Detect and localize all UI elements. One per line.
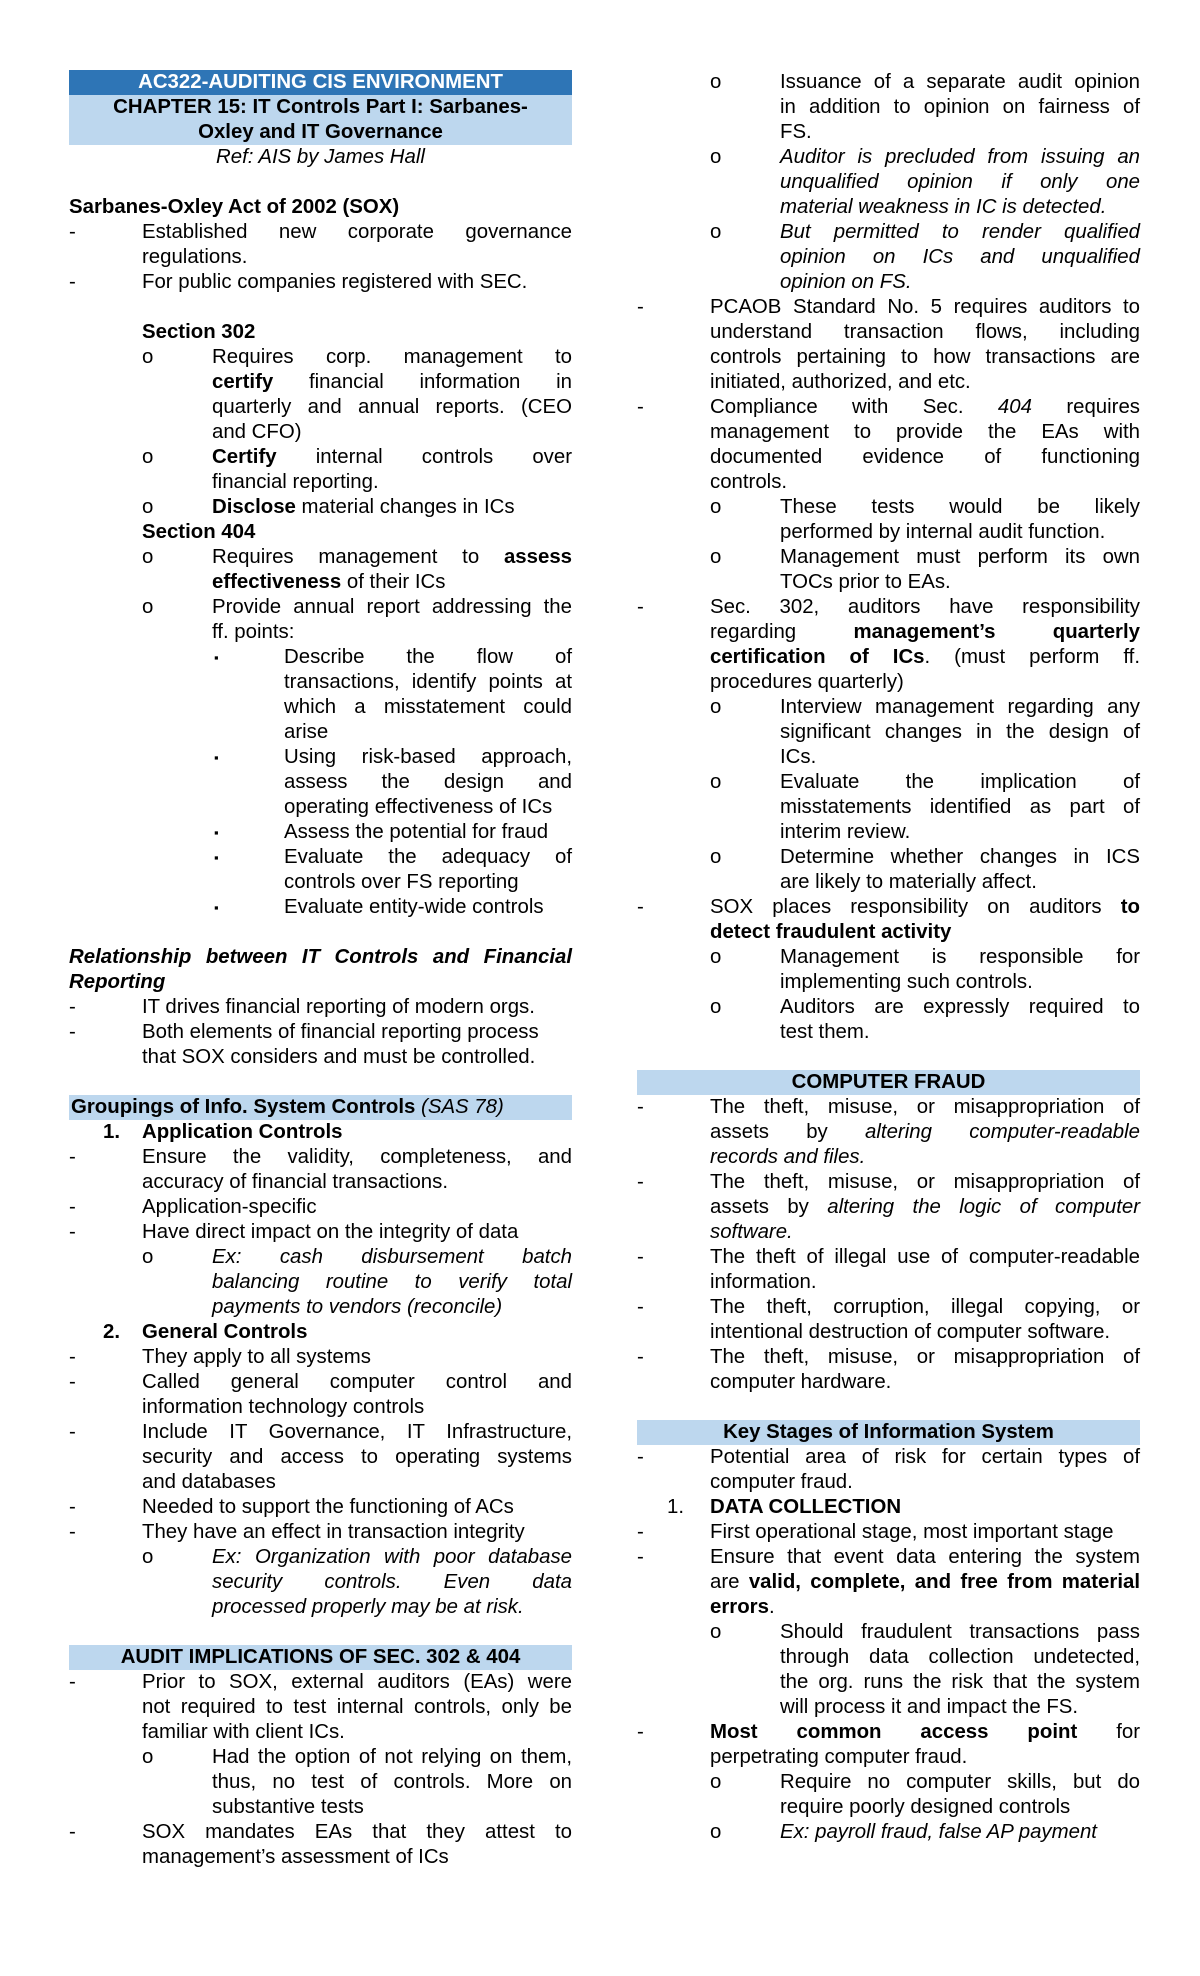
spacer [637, 1045, 1140, 1070]
text-line: payments to vendors (reconcile) [212, 1296, 503, 1318]
course-title-bar: AC322-AUDITING CIS ENVIRONMENT [69, 70, 572, 95]
text-line: Include IT Governance, IT Infrastructure, [142, 1421, 572, 1443]
audit-implications-heading: AUDIT IMPLICATIONS OF SEC. 302 & 404 [69, 1645, 572, 1670]
text-line: Interview management regarding any [780, 696, 1140, 718]
text-line: Using risk-based approach, [284, 746, 572, 768]
text-line: processed properly may be at risk. [212, 1596, 524, 1618]
sec-302-sub-1 [637, 695, 1140, 770]
dash-marker: - [637, 1171, 644, 1193]
text-line: initiated, authorized, and etc. [710, 371, 971, 393]
dash-marker: - [637, 596, 644, 618]
text-line: opinion on ICs and unqualified [780, 246, 1140, 268]
dash-marker: - [69, 996, 76, 1018]
circle-marker: o [142, 546, 154, 568]
text-line: security and access to operating systems [142, 1446, 572, 1468]
text-line: require poorly designed controls [780, 1796, 1071, 1818]
dash-marker: - [637, 1721, 644, 1743]
compliance-sub-1 [637, 495, 1140, 545]
circle-marker: o [710, 771, 722, 793]
number-marker: 1. [103, 1121, 121, 1143]
dash-marker: - [69, 1346, 76, 1368]
section-404-point-5 [69, 895, 572, 920]
circle-marker: o [142, 596, 154, 618]
text-line: Had the option of not relying on them, [212, 1746, 572, 1768]
circle-marker: o [142, 446, 154, 468]
dash-marker: - [69, 1671, 76, 1693]
text-line: Describe the flow of [284, 646, 572, 668]
text-line: financial reporting. [212, 471, 379, 493]
text-line: TOCs prior to EAs. [780, 571, 951, 593]
circle-marker: o [142, 1746, 154, 1768]
text-line: The theft of illegal use of computer-readable [710, 1246, 1140, 1268]
text-line: For public companies registered with SEC. [142, 271, 528, 293]
text-line: Potential area of risk for certain types of [710, 1446, 1140, 1468]
spacer [69, 295, 572, 320]
dash-marker: - [637, 896, 644, 918]
text-line: software. [710, 1221, 793, 1243]
text-line: Application-specific [142, 1196, 317, 1218]
text-line: Auditor is precluded from issuing an [780, 146, 1140, 168]
square-bullet-icon: ▪ [214, 825, 219, 840]
dc-sub-3 [637, 1820, 1140, 1845]
dc-sub-2 [637, 1770, 1140, 1820]
compliance-sub-2 [637, 545, 1140, 595]
text-line: in addition to opinion on fairness of [780, 96, 1140, 118]
dash-marker: - [69, 1196, 76, 1218]
text-line: The theft, misuse, or misappropriation of [710, 1346, 1140, 1368]
text-line: that SOX considers and must be controlled. [142, 1046, 536, 1068]
text-line: transactions, identify points at [284, 671, 572, 693]
text-line: will process it and impact the FS. [780, 1696, 1079, 1718]
fraud-bullet-5 [637, 1345, 1140, 1395]
text-line: understand transaction flows, including [710, 321, 1140, 343]
square-bullet-icon: ▪ [214, 900, 219, 915]
dash-marker: - [69, 221, 76, 243]
circle-marker: o [710, 696, 722, 718]
spacer [69, 1070, 572, 1095]
reference-line: Ref: AIS by James Hall [216, 146, 425, 168]
dash-marker: - [637, 1546, 644, 1568]
text-line: documented evidence of functioning [710, 446, 1140, 468]
text-line: Auditors are expressly required to [780, 996, 1140, 1018]
audit-sub-3 [637, 220, 1140, 295]
text-line: assess the design and [284, 771, 572, 793]
dash-marker: - [69, 1371, 76, 1393]
relationship-heading-line-1: Relationship between IT Controls and Financial [69, 946, 572, 968]
sox-heading: Sarbanes-Oxley Act of 2002 (SOX) [69, 196, 400, 218]
square-bullet-icon: ▪ [214, 850, 219, 865]
text-line: information technology controls [142, 1396, 425, 1418]
spacer [637, 1395, 1140, 1420]
text-line: Both elements of financial reporting process [142, 1021, 539, 1043]
relationship-bullet-2 [69, 1020, 572, 1070]
text-line: assets by altering the logic of computer [710, 1196, 1140, 1218]
text-line: General Controls [142, 1321, 308, 1343]
relationship-bullet-1 [69, 995, 572, 1020]
computer-fraud-heading: COMPUTER FRAUD [637, 1070, 1140, 1095]
text-line: Evaluate the implication of [780, 771, 1140, 793]
text-line: They have an effect in transaction integrity [142, 1521, 525, 1543]
text-line: unqualified opinion if only one [780, 171, 1140, 193]
text-line: controls pertaining to how transactions are [710, 346, 1140, 368]
text-line: Provide annual report addressing the [212, 596, 572, 618]
text-line: assets by altering computer-readable [710, 1121, 1140, 1143]
text-line: Sec. 302, auditors have responsibility [710, 596, 1140, 618]
text-line: through data collection undetected, [780, 1646, 1140, 1668]
dc-bullet-1 [637, 1520, 1140, 1545]
fraud-bullet-2 [637, 1170, 1140, 1245]
text-line: ff. points: [212, 621, 295, 643]
text-line: SOX mandates EAs that they attest to [142, 1821, 572, 1843]
text-line: Ensure that event data entering the system [710, 1546, 1140, 1568]
text-line: interim review. [780, 821, 911, 843]
circle-marker: o [710, 946, 722, 968]
section-404-title: Section 404 [142, 521, 256, 543]
gen-bullet-5 [69, 1520, 572, 1545]
text-line: SOX places responsibility on auditors to [710, 896, 1140, 918]
app-bullet-3 [69, 1220, 572, 1245]
dash-marker: - [69, 1146, 76, 1168]
text-line: records and files. [710, 1146, 866, 1168]
text-line: procedures quarterly) [710, 671, 904, 693]
text-line: Ex: payroll fraud, false AP payment [780, 1821, 1097, 1843]
text-line: Ex: cash disbursement batch [212, 1246, 572, 1268]
text-line: regarding management’s quarterly [710, 621, 1140, 643]
text-line: PCAOB Standard No. 5 requires auditors to [710, 296, 1140, 318]
text-line: operating effectiveness of ICs [284, 796, 553, 818]
fraud-bullet-3 [637, 1245, 1140, 1295]
audit-bullet-1-sub [69, 1745, 572, 1820]
pcaob-bullet [637, 295, 1140, 395]
text-line: detect fraudulent activity [710, 921, 952, 943]
text-line: They apply to all systems [142, 1346, 371, 1368]
text-line: are likely to materially affect. [780, 871, 1037, 893]
text-line: material weakness in IC is detected. [780, 196, 1107, 218]
dash-marker: - [69, 1521, 76, 1543]
dash-marker: - [69, 1221, 76, 1243]
circle-marker: o [142, 1546, 154, 1568]
text-line: Ex: Organization with poor database [212, 1546, 572, 1568]
section-404-item-1 [69, 545, 572, 595]
section-404-point-4 [69, 845, 572, 895]
text-line: Prior to SOX, external auditors (EAs) were [142, 1671, 572, 1693]
circle-marker: o [142, 496, 154, 518]
text-line: Requires corp. management to [212, 346, 572, 368]
text-line: are valid, complete, and free from material [710, 1571, 1140, 1593]
section-302-item-2 [69, 445, 572, 495]
dash-marker: - [69, 271, 76, 293]
dash-marker: - [637, 1346, 644, 1368]
dc-bullet-3 [637, 1720, 1140, 1770]
text-line: The theft, corruption, illegal copying, or [710, 1296, 1140, 1318]
dc-sub-1 [637, 1620, 1140, 1720]
text-line: Established new corporate governance [142, 221, 572, 243]
circle-marker: o [710, 546, 722, 568]
text-line: implementing such controls. [780, 971, 1033, 993]
sox-bullet-1 [69, 220, 572, 270]
text-line: certify financial information in [212, 371, 572, 393]
sec-302-sub-2 [637, 770, 1140, 845]
circle-marker: o [710, 221, 722, 243]
text-line: opinion on FS. [780, 271, 912, 293]
dash-marker: - [69, 1821, 76, 1843]
text-line: accuracy of financial transactions. [142, 1171, 449, 1193]
fraud-bullet-1 [637, 1095, 1140, 1170]
text-line: certification of ICs. (must perform ff. [710, 646, 1140, 668]
section-404-point-3 [69, 820, 572, 845]
relationship-heading-line-2: Reporting [69, 971, 166, 993]
text-line: misstatements identified as part of [780, 796, 1140, 818]
text-line: thus, no test of controls. More on [212, 1771, 572, 1793]
text-line: substantive tests [212, 1796, 364, 1818]
text-line: Most common access point for [710, 1721, 1140, 1743]
text-line: IT drives financial reporting of modern orgs. [142, 996, 535, 1018]
app-example [69, 1245, 572, 1320]
data-collection-title [637, 1495, 1140, 1520]
groupings-heading: Groupings of Info. System Controls (SAS 78) [69, 1095, 572, 1120]
section-404-point-2 [69, 745, 572, 820]
circle-marker: o [710, 846, 722, 868]
dash-marker: - [69, 1421, 76, 1443]
text-line: DATA COLLECTION [710, 1496, 902, 1518]
dash-marker: - [637, 1446, 644, 1468]
left-column [69, 70, 572, 1870]
text-line: computer fraud. [710, 1471, 853, 1493]
text-line: quarterly and annual reports. (CEO [212, 396, 572, 418]
square-bullet-icon: ▪ [214, 750, 219, 765]
text-line: Certify internal controls over [212, 446, 572, 468]
circle-marker: o [710, 1621, 722, 1643]
text-line: management to provide the EAs with [710, 421, 1140, 443]
text-line: intentional destruction of computer software. [710, 1321, 1111, 1343]
stages-bullet-1 [637, 1445, 1140, 1495]
dash-marker: - [637, 1296, 644, 1318]
text-line: Issuance of a separate audit opinion [780, 71, 1140, 93]
text-line: and databases [142, 1471, 276, 1493]
circle-marker: o [710, 146, 722, 168]
text-line: Needed to support the functioning of ACs [142, 1496, 514, 1518]
circle-marker: o [142, 346, 154, 368]
text-line: arise [284, 721, 329, 743]
gen-bullet-4 [69, 1495, 572, 1520]
text-line: Disclose material changes in ICs [212, 496, 515, 518]
circle-marker: o [142, 1246, 154, 1268]
dash-marker: - [637, 1246, 644, 1268]
application-controls-title [69, 1120, 572, 1145]
fraud-responsibility-bullet [637, 895, 1140, 945]
fraud-responsibility-sub-1 [637, 945, 1140, 995]
circle-marker: o [710, 996, 722, 1018]
text-line: management’s assessment of ICs [142, 1846, 449, 1868]
text-line: perpetrating computer fraud. [710, 1746, 968, 1768]
text-line: controls. [710, 471, 788, 493]
gen-bullet-3 [69, 1420, 572, 1495]
text-line: familiar with client ICs. [142, 1721, 345, 1743]
text-line: significant changes in the design of [780, 721, 1140, 743]
spacer [69, 1620, 572, 1645]
section-404-item-2 [69, 595, 572, 645]
dash-marker: - [69, 1021, 76, 1043]
text-line: But permitted to render qualified [780, 221, 1140, 243]
text-line: Management is responsible for [780, 946, 1140, 968]
text-line: not required to test internal controls, only be [142, 1696, 572, 1718]
circle-marker: o [710, 71, 722, 93]
text-line: Evaluate entity-wide controls [284, 896, 544, 918]
text-line: Application Controls [142, 1121, 343, 1143]
text-line: and CFO) [212, 421, 302, 443]
dc-bullet-2 [637, 1545, 1140, 1620]
sec-302-bullet [637, 595, 1140, 695]
text-line: Evaluate the adequacy of [284, 846, 572, 868]
text-line: Management must perform its own [780, 546, 1140, 568]
text-line: Ensure the validity, completeness, and [142, 1146, 572, 1168]
section-404-point-1 [69, 645, 572, 745]
text-line: computer hardware. [710, 1371, 892, 1393]
text-line: The theft, misuse, or misappropriation of [710, 1096, 1140, 1118]
app-bullet-2 [69, 1195, 572, 1220]
gen-bullet-2 [69, 1370, 572, 1420]
text-line: which a misstatement could [284, 696, 572, 718]
fraud-responsibility-sub-2 [637, 995, 1140, 1045]
key-stages-heading: Key Stages of Information System [637, 1420, 1140, 1445]
dash-marker: - [637, 396, 644, 418]
text-line: These tests would be likely [780, 496, 1140, 518]
text-line: the org. runs the risk that the system [780, 1671, 1140, 1693]
spacer [69, 170, 572, 195]
gen-example [69, 1545, 572, 1620]
dash-marker: - [637, 1521, 644, 1543]
text-line: Requires management to assess [212, 546, 572, 568]
dash-marker: - [637, 1096, 644, 1118]
text-line: balancing routine to verify total [212, 1271, 572, 1293]
text-line: errors. [710, 1596, 775, 1618]
text-line: information. [710, 1271, 817, 1293]
audit-bullet-2 [69, 1820, 572, 1870]
audit-sub-1 [637, 70, 1140, 145]
general-controls-title [69, 1320, 572, 1345]
app-bullet-1 [69, 1145, 572, 1195]
circle-marker: o [710, 496, 722, 518]
section-302-item-3 [69, 495, 572, 520]
text-line: Should fraudulent transactions pass [780, 1621, 1140, 1643]
spacer [69, 920, 572, 945]
circle-marker: o [710, 1771, 722, 1793]
text-line: effectiveness of their ICs [212, 571, 446, 593]
text-line: performed by internal audit function. [780, 521, 1106, 543]
text-line: test them. [780, 1021, 870, 1043]
sox-bullet-2 [69, 270, 572, 295]
text-line: regulations. [142, 246, 248, 268]
chapter-title-line-1: CHAPTER 15: IT Controls Part I: Sarbanes- [69, 95, 572, 120]
text-line: ICs. [780, 746, 817, 768]
audit-bullet-1 [69, 1670, 572, 1745]
dash-marker: - [637, 296, 644, 318]
audit-sub-2 [637, 145, 1140, 220]
sec-302-sub-3 [637, 845, 1140, 895]
text-line: Compliance with Sec. 404 requires [710, 396, 1140, 418]
text-line: controls over FS reporting [284, 871, 519, 893]
text-line: FS. [780, 121, 812, 143]
compliance-bullet [637, 395, 1140, 495]
text-line: First operational stage, most important stage [710, 1521, 1114, 1543]
chapter-title-line-2: Oxley and IT Governance [69, 120, 572, 145]
section-302-title: Section 302 [142, 321, 256, 343]
text-line: Determine whether changes in ICS [780, 846, 1140, 868]
text-line: Require no computer skills, but do [780, 1771, 1140, 1793]
circle-marker: o [710, 1821, 722, 1843]
number-marker: 1. [667, 1496, 685, 1518]
square-bullet-icon: ▪ [214, 650, 219, 665]
right-column [637, 70, 1140, 1845]
text-line: security controls. Even data [212, 1571, 572, 1593]
gen-bullet-1 [69, 1345, 572, 1370]
text-line: Called general computer control and [142, 1371, 572, 1393]
text-line: Have direct impact on the integrity of data [142, 1221, 519, 1243]
fraud-bullet-4 [637, 1295, 1140, 1345]
text-line: The theft, misuse, or misappropriation of [710, 1171, 1140, 1193]
section-302-item-1 [69, 345, 572, 445]
number-marker: 2. [103, 1321, 121, 1343]
text-line: Assess the potential for fraud [284, 821, 549, 843]
dash-marker: - [69, 1496, 76, 1518]
